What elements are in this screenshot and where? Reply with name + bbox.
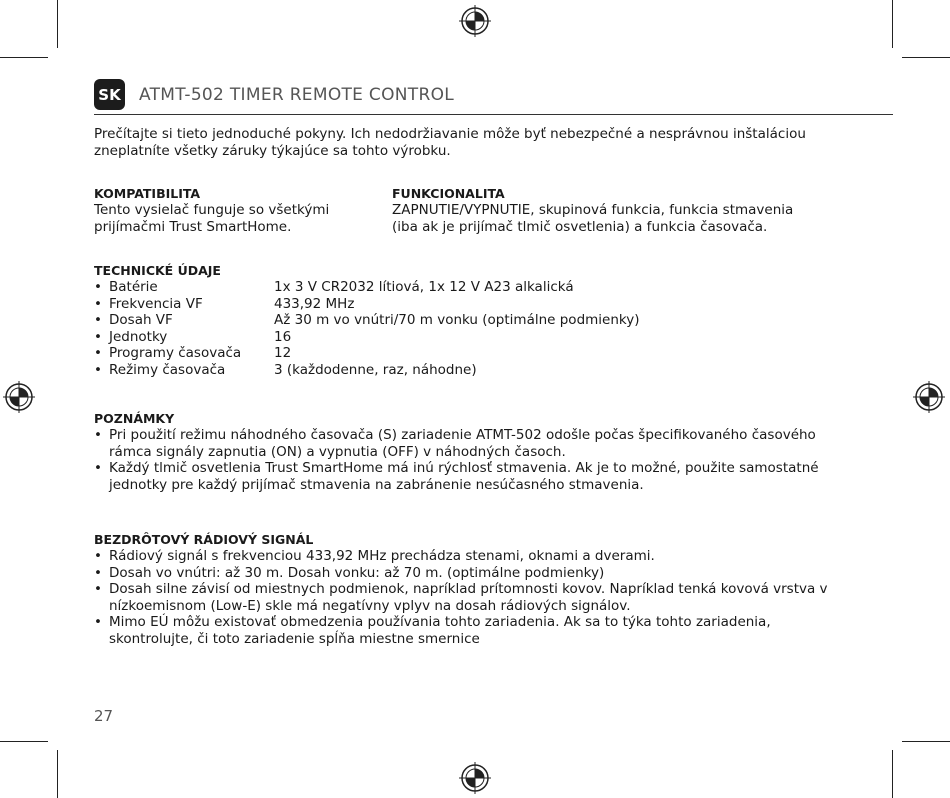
spec-item [94,296,734,313]
spec-value: 433,92 MHz [274,295,355,312]
crop-mark-bottom-left-horizontal [0,741,48,742]
spec-label: • Frekvencia VF [109,295,203,312]
compatibility-text: Tento vysielač funguje so všetkými prijímačmi Trust SmartHome. [94,202,330,235]
spec-item [94,362,734,379]
spec-value: Až 30 m vo vnútri/70 m vonku (optimálne podmienky) [274,312,640,328]
registration-mark-left-icon [3,381,35,413]
registration-mark-bottom-icon [459,762,491,794]
specs-list [94,279,734,378]
specs-section [94,262,734,378]
wireless-item: • Rádiový signál s frekvenciou 433,92 MHz prechádza stenami, oknami a dverami. [94,548,834,565]
specs-heading: TECHNICKÉ ÚDAJE [94,263,221,278]
note-item: • Každý tlmič osvetlenia Trust SmartHome má inú rýchlosť stmavenia. Ak je to možné, použite samostatné jednotky pre každý prijímač stmavenia na zabránenie nesúčasného stmavenia. [94,460,834,493]
functionality-heading: FUNKCIONALITA [392,186,505,201]
functionality-section [392,185,812,236]
page-header [94,79,454,110]
wireless-heading: BEZDRÔTOVÝ RÁDIOVÝ SIGNÁL [94,532,314,547]
spec-value: 12 [274,345,292,361]
wireless-section [94,531,834,647]
header-divider [94,114,893,115]
wireless-item: • Mimo EÚ môžu existovať obmedzenia používania tohto zariadenia. Ak sa to týka tohto zariadenia, skontrolujte, či toto zariadenie spĺňa miestne smernice [94,614,834,647]
crop-mark-top-right-vertical [892,0,893,48]
wireless-list [94,548,834,647]
spec-item [94,312,734,329]
spec-label: • Jednotky [109,328,168,345]
spec-value: 1x 3 V CR2032 lítiová, 1x 12 V A23 alkalická [274,279,574,295]
registration-mark-right-icon [913,381,945,413]
compatibility-section [94,185,354,236]
spec-label: • Režimy časovača [109,361,226,378]
spec-label: • Batérie [109,279,158,295]
note-item: • Pri použití režimu náhodného časovača (S) zariadenie ATMT-502 odošle počas špecifikovaného časového rámca signály zapnutia (ON) a vypnutia (OFF) v náhodných časoch. [94,427,834,460]
spec-item [94,345,734,362]
spec-value: 3 (každodenne, raz, náhodne) [274,361,477,378]
crop-mark-bottom-left-vertical [57,750,58,798]
registration-mark-top-icon [459,5,491,37]
crop-mark-bottom-right-vertical [892,750,893,798]
language-badge: SK [94,79,125,110]
intro-paragraph: Prečítajte si tieto jednoduché pokyny. Ich nedodržiavanie môže byť nebezpečné a nesprávnou inštaláciou zneplatníte všetky záruky týkajúce sa tohto výrobku. [94,126,806,159]
spec-item [94,279,734,296]
crop-mark-top-right-horizontal [902,57,950,58]
spec-label: • Programy časovača [109,345,242,361]
spec-label: • Dosah VF [109,312,173,328]
page-title: ATMT-502 TIMER REMOTE CONTROL [139,84,455,105]
crop-mark-top-left-horizontal [0,57,48,58]
page-number: 27 [94,707,114,725]
crop-mark-top-left-vertical [57,0,58,48]
notes-section [94,410,834,493]
wireless-item: • Dosah vo vnútri: až 30 m. Dosah vonku: až 70 m. (optimálne podmienky) [94,565,834,582]
spec-value: 16 [274,328,292,345]
compatibility-heading: KOMPATIBILITA [94,186,201,201]
notes-list [94,427,834,493]
wireless-item: • Dosah silne závisí od miestnych podmienok, napríklad prítomnosti kovov. Napríklad tenká kovová vrstva v nízkoemisnom (Low-E) skle má negatívny vplyv na dosah rádiových signálov. [94,581,834,614]
functionality-text: ZAPNUTIE/VYPNUTIE, skupinová funkcia, funkcia stmavenia (iba ak je prijímač tlmič osvetlenia) a funkcia časovača. [392,202,794,235]
crop-mark-bottom-right-horizontal [902,741,950,742]
spec-item [94,329,734,346]
notes-heading: POZNÁMKY [94,411,175,426]
